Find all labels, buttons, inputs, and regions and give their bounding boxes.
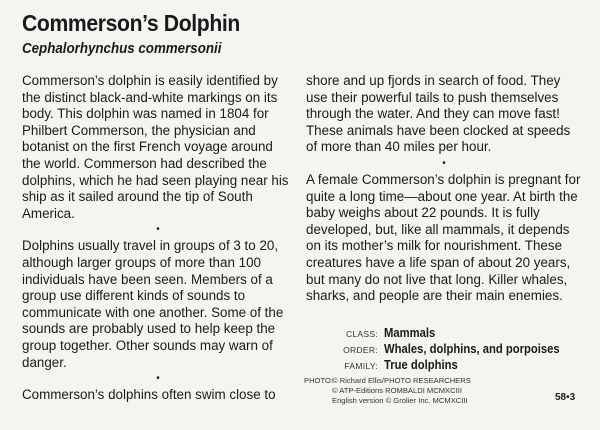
separator-dot: • [156, 373, 160, 385]
classification-block [306, 326, 586, 374]
paragraph-shore-end: shore and up fjords in search of food. They use their powerful tails to push themselves through the water. And they can move fast! These animals have been clocked at speeds of more than 40 miles per hour. [306, 73, 571, 155]
credit-line: English version © Grolier Inc. MCMXCIII [332, 396, 468, 405]
class-row [306, 326, 586, 342]
credit-line: © ATP-Editions ROMBALDI MCMXCIII [332, 386, 462, 395]
photo-label: PHOTO: [304, 376, 333, 385]
family-value: True dolphins [384, 358, 458, 372]
credit-line: © Richard Ellis/PHOTO RESEARCHERS [332, 376, 471, 385]
card-number: 58•3 [555, 392, 576, 403]
class-value: Mammals [384, 326, 436, 340]
paragraph-groups: Dolphins usually travel in groups of 3 to 20, although larger groups of more than 100 individuals have been seen. Members of a group use different kinds of sounds to communicate with one another. Some of the sounds are probably used to help keep the group together. Other sounds may warn of danger. [22, 238, 284, 370]
photo-credits [304, 376, 471, 406]
order-value: Whales, dolphins, and porpoises [384, 342, 560, 356]
class-label: CLASS: [345, 329, 378, 339]
right-column [306, 73, 582, 305]
paragraph-shore-start: Commerson’s dolphins often swim close to [22, 387, 276, 403]
separator-dot: • [156, 224, 160, 236]
scientific-name: Cephalorhynchus commersonii [22, 41, 222, 57]
page-title: Commerson’s Dolphin [22, 10, 240, 36]
order-label: ORDER: [343, 345, 378, 355]
order-row [306, 342, 586, 358]
paragraph-naming: Commerson’s dolphin is easily identified by the distinct black-and-white markings on its body. This dolphin was named in 1804 for Philbert Commerson, the physician and botanist on the first French voyage around the world. Commerson had described the dolphins, which he had seen playing near his ship as it sailed around the tip of South America. [22, 73, 289, 221]
family-row [306, 358, 586, 374]
separator-dot: • [442, 157, 446, 169]
left-column [22, 73, 294, 404]
family-label: FAMILY: [344, 361, 378, 371]
paragraph-pregnancy: A female Commerson’s dolphin is pregnant for quite a long time—about one year. At birth the baby weighs about 22 pounds. It is fully developed, but, like all mammals, it depends on its mother’s milk for nourishment. These creatures have a life span of about 20 years, but many do not live that long. Killer whales, sharks, and people are their main enemies. [306, 171, 581, 304]
